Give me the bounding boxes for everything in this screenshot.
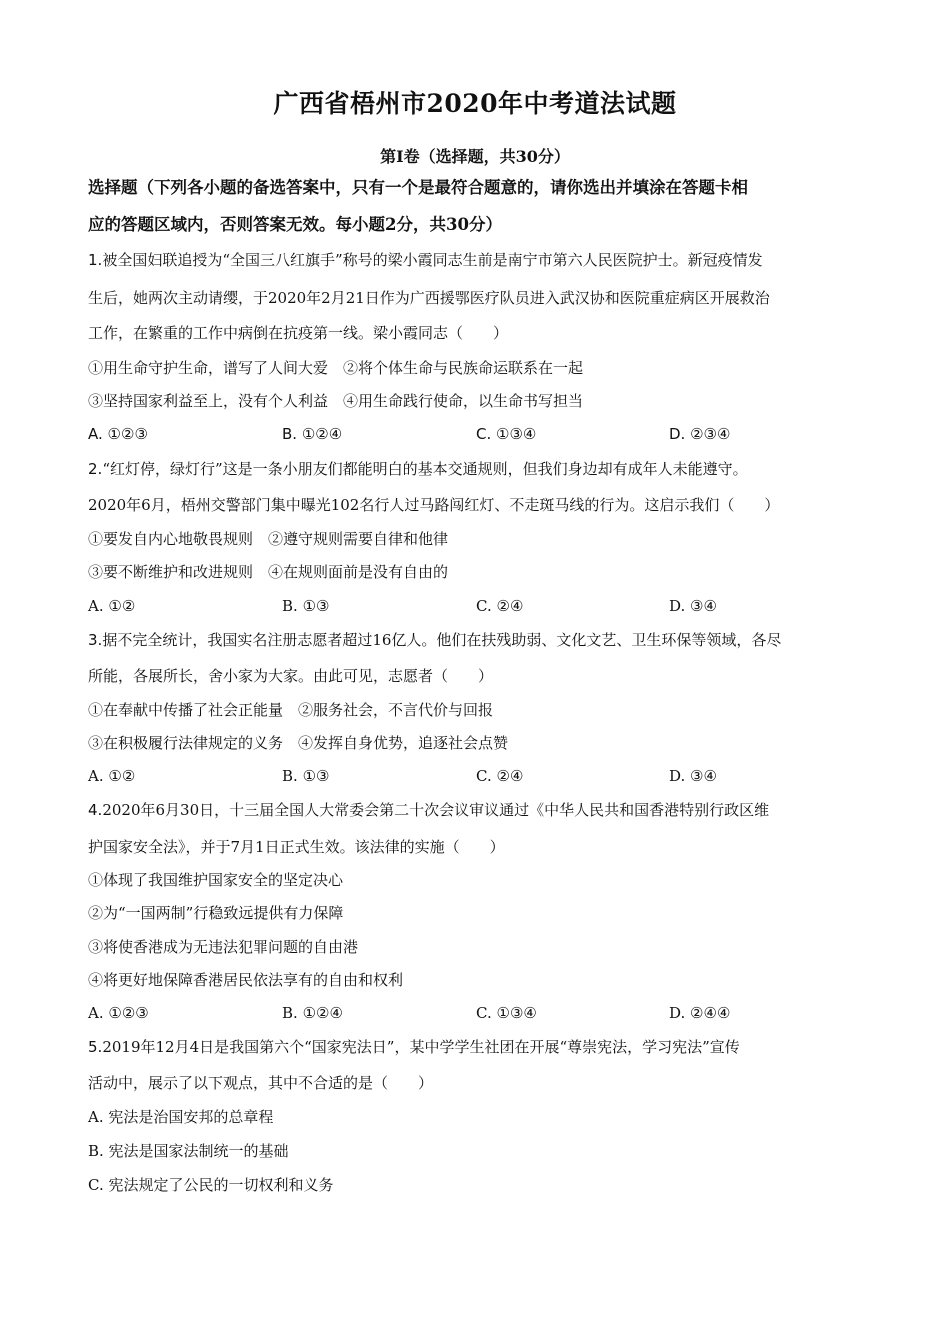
question-1-option-a: A. ①②③ — [88, 425, 148, 443]
question-3-item-line-1: ①在奉献中传播了社会正能量 ②服务社会，不言代价与回报 — [88, 701, 494, 719]
question-number: 3. — [88, 631, 103, 649]
instructions-line-2: 应的答题区域内，否则答案无效。每小题2分，共30分） — [88, 215, 502, 234]
question-4-item-line-4: ④将更好地保障香港居民依法享有的自由和权利 — [88, 971, 404, 989]
question-2-option-c: C. ②④ — [476, 597, 524, 615]
question-4-item-line-2: ②为“一国两制”行稳致远提供有力保障 — [88, 904, 344, 922]
question-3-stem-line-2: 所能，各展所长，舍小家为大家。由此可见，志愿者（ ） — [88, 667, 494, 685]
instructions-line-1: 选择题（下列各小题的备选答案中，只有一个是最符合题意的，请你选出并填涂在答题卡相 — [88, 178, 748, 197]
question-3-option-a: A. ①② — [88, 767, 136, 785]
question-1-stem-line-3: 工作，在繁重的工作中病倒在抗疫第一线。梁小霞同志（ ） — [88, 324, 509, 342]
question-2-option-a: A. ①② — [88, 597, 136, 615]
question-1-option-c: C. ①③④ — [476, 425, 537, 443]
question-1-item-line-2: ③坚持国家利益至上，没有个人利益 ④用生命践行使命，以生命书写担当 — [88, 392, 584, 410]
question-number: 2. — [88, 460, 103, 478]
question-2-option-d: D. ③④ — [669, 597, 717, 615]
question-number: 1. — [88, 251, 103, 269]
question-2-stem-line-1: 2.“红灯停，绿灯行”这是一条小朋友们都能明白的基本交通规则，但我们身边却有成年人未能遵守。 — [88, 460, 748, 478]
question-4-item-line-1: ①体现了我国维护国家安全的坚定决心 — [88, 871, 344, 889]
question-4-option-d: D. ②④④ — [669, 1004, 731, 1022]
question-3-option-b: B. ①③ — [282, 767, 330, 785]
question-4-stem-line-1: 4.2020年6月30日，十三届全国人大常委会第二十次会议审议通过《中华人民共和国香港特别行政区维 — [88, 801, 770, 819]
question-2-item-line-2: ③要不断维护和改进规则 ④在规则面前是没有自由的 — [88, 563, 449, 581]
question-5-choice-c: C. 宪法规定了公民的一切权利和义务 — [88, 1176, 334, 1194]
question-2-item-line-1: ①要发自内心地敬畏规则 ②遵守规则需要自律和他律 — [88, 530, 449, 548]
question-5-stem-line-2: 活动中，展示了以下观点，其中不合适的是（ ） — [88, 1074, 434, 1092]
question-3-option-c: C. ②④ — [476, 767, 524, 785]
question-1-option-b: B. ①②④ — [282, 425, 343, 443]
question-3-option-d: D. ③④ — [669, 767, 717, 785]
question-5-stem-line-1: 5.2019年12月4日是我国第六个“国家宪法日”，某中学学生社团在开展“尊崇宪法，学习宪法”宣传 — [88, 1038, 740, 1056]
page-title: 广西省梧州市2020年中考道法试题 — [273, 89, 677, 118]
question-4-stem-line-2: 护国家安全法》，并于7月1日正式生效。该法律的实施（ ） — [88, 838, 505, 856]
question-4-item-line-3: ③将使香港成为无违法犯罪问题的自由港 — [88, 938, 359, 956]
question-4-option-a: A. ①②③ — [88, 1004, 149, 1022]
question-1-option-d: D. ②③④ — [669, 425, 731, 443]
question-5-choice-a: A. 宪法是治国安邦的总章程 — [88, 1108, 274, 1126]
question-number: 4. — [88, 801, 103, 819]
question-3-stem-line-1: 3.据不完全统计，我国实名注册志愿者超过16亿人。他们在扶残助弱、文化文艺、卫生环保等领域，各尽 — [88, 631, 782, 649]
question-2-option-b: B. ①③ — [282, 597, 330, 615]
question-1-stem-line-2: 生后，她两次主动请缨，于2020年2月21日作为广西援鄂医疗队员进入武汉协和医院重症病区开展救治 — [88, 289, 770, 307]
question-number: 5. — [88, 1038, 103, 1056]
question-2-stem-line-2: 2020年6月，梧州交警部门集中曝光102名行人过马路闯红灯、不走斑马线的行为。这启示我们（ ） — [88, 496, 780, 514]
section-heading: 第Ⅰ卷（选择题，共30分） — [380, 147, 570, 166]
question-3-item-line-2: ③在积极履行法律规定的义务 ④发挥自身优势，追逐社会点赞 — [88, 734, 509, 752]
question-5-choice-b: B. 宪法是国家法制统一的基础 — [88, 1142, 289, 1160]
question-4-option-c: C. ①③④ — [476, 1004, 537, 1022]
question-4-option-b: B. ①②④ — [282, 1004, 343, 1022]
question-1-stem-line-1: 1.被全国妇联追授为“全国三八红旗手”称号的梁小霞同志生前是南宁市第六人民医院护士。新冠疫情发 — [88, 251, 763, 269]
question-1-item-line-1: ①用生命守护生命，谱写了人间大爱 ②将个体生命与民族命运联系在一起 — [88, 359, 584, 377]
